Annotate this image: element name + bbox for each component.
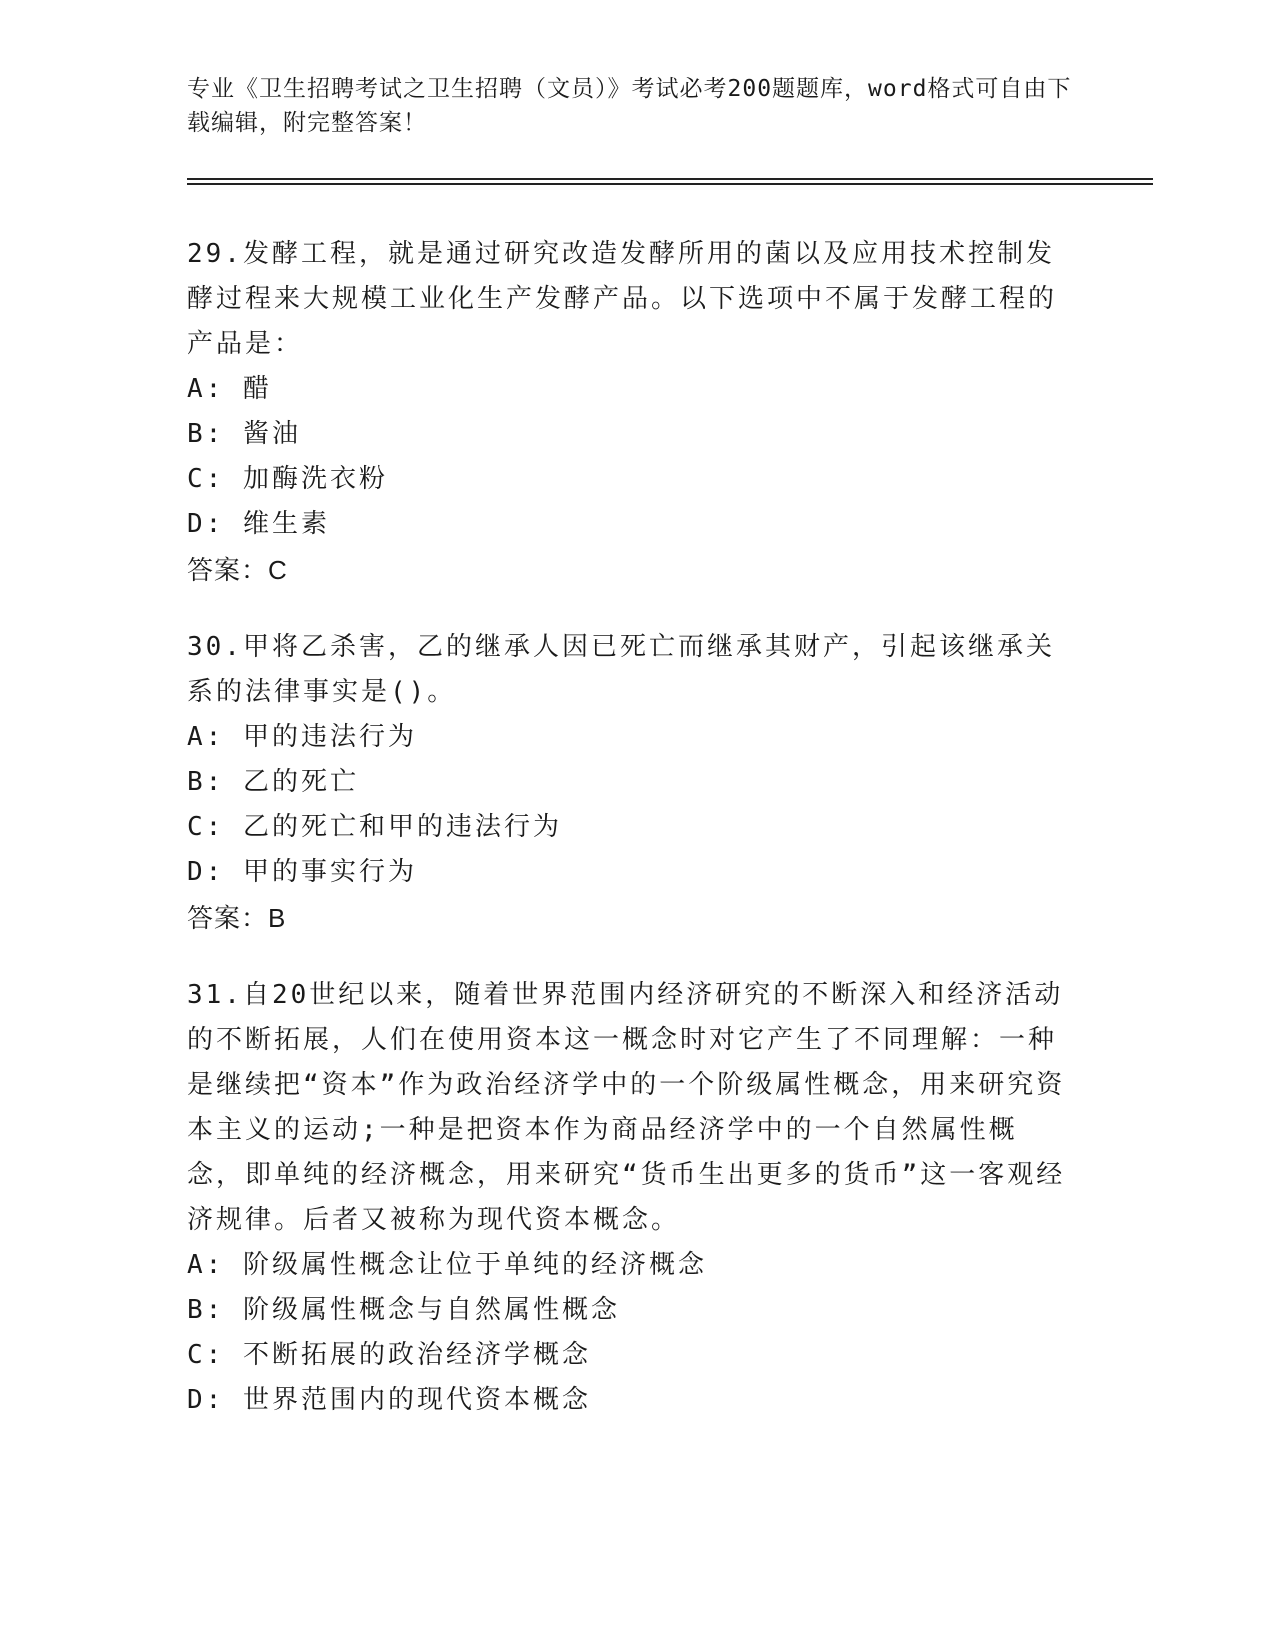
answer: 答案：B (187, 903, 287, 933)
option-a: A: 甲的违法行为 (187, 722, 417, 752)
option-d: D: 甲的事实行为 (187, 857, 417, 887)
question-list (187, 232, 1067, 1455)
header-divider-top (187, 178, 1153, 180)
option-list (187, 715, 1067, 895)
document-header: 专业《卫生招聘考试之卫生招聘（文员）》考试必考200题题库，word格式可自由下载编辑，附完整答案！ (187, 76, 1072, 136)
option-b: B: 阶级属性概念与自然属性概念 (187, 1295, 620, 1325)
answer: 答案：C (187, 555, 288, 585)
question-text: 30.甲将乙杀害，乙的继承人因已死亡而继承其财产，引起该继承关系的法律事实是()。 (187, 632, 1055, 707)
question-30 (187, 625, 1067, 941)
option-a: A: 阶级属性概念让位于单纯的经济概念 (187, 1250, 707, 1280)
option-b: B: 乙的死亡 (187, 767, 359, 797)
header-divider-bottom (187, 183, 1153, 185)
option-c: C: 加酶洗衣粉 (187, 464, 388, 494)
option-list (187, 367, 1067, 547)
question-text: 31.自20世纪以来，随着世界范围内经济研究的不断深入和经济活动的不断拓展，人们在使用资本这一概念时对它产生了不同理解：一种是继续把“资本”作为政治经济学中的一个阶级属性概念，用来研究资本主义的运动;一种是把资本作为商品经济学中的一个自然属性概念，即单纯的经济概念，用来研究“货币生出更多的货币”这一客观经济规律。后者又被称为现代资本概念。 (187, 980, 1066, 1235)
option-d: D: 世界范围内的现代资本概念 (187, 1385, 591, 1415)
question-text: 29.发酵工程，就是通过研究改造发酵所用的菌以及应用技术控制发酵过程来大规模工业化生产发酵产品。以下选项中不属于发酵工程的产品是： (187, 239, 1058, 359)
question-29 (187, 232, 1067, 593)
option-b: B: 酱油 (187, 419, 301, 449)
option-c: C: 不断拓展的政治经济学概念 (187, 1340, 591, 1370)
question-31 (187, 973, 1067, 1423)
option-a: A: 醋 (187, 374, 272, 404)
option-d: D: 维生素 (187, 509, 330, 539)
option-list (187, 1243, 1067, 1423)
option-c: C: 乙的死亡和甲的违法行为 (187, 812, 562, 842)
